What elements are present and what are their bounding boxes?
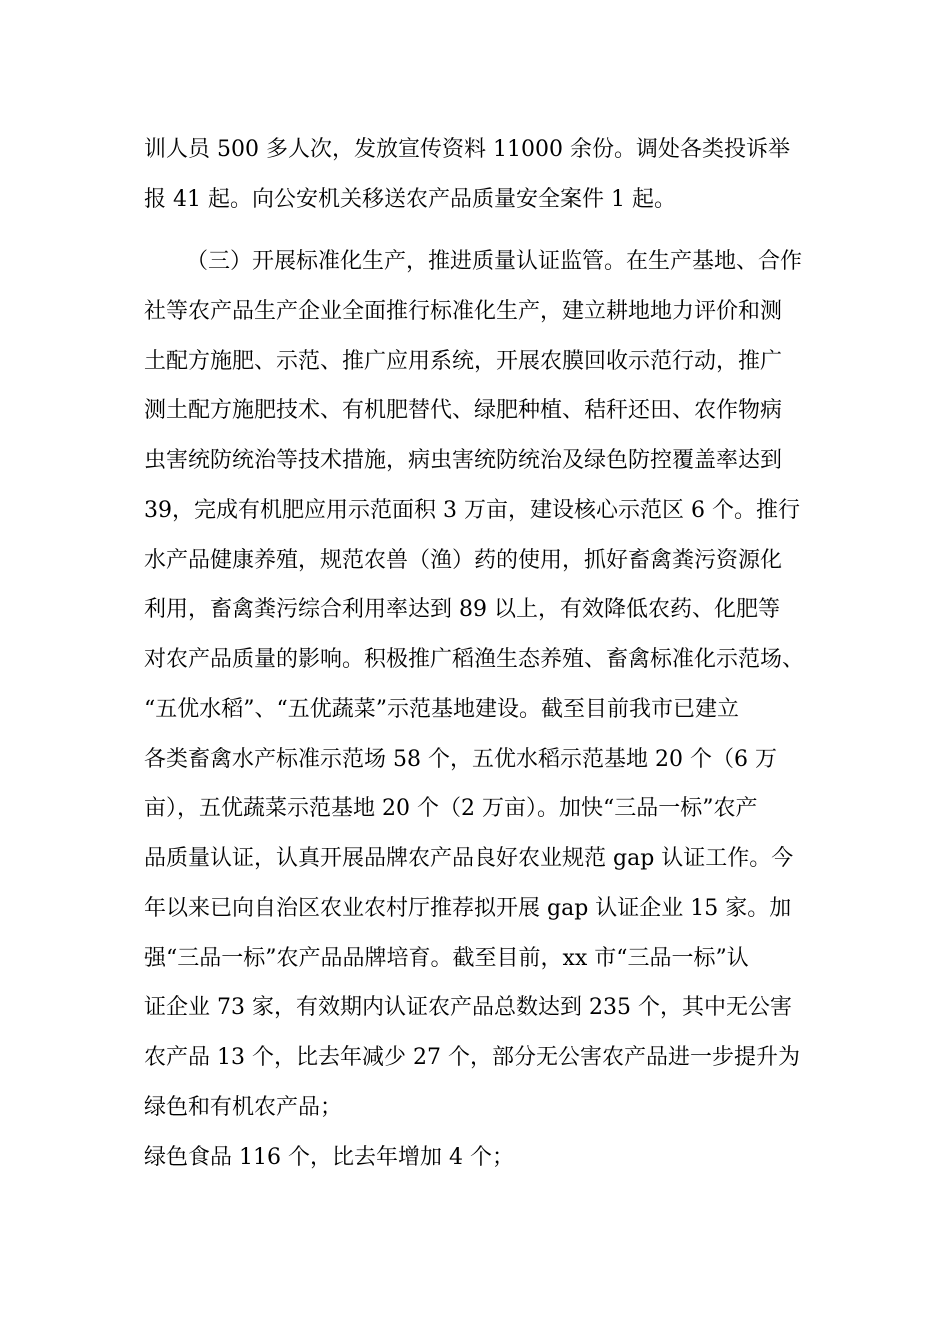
text-line-9: 水产品健康养殖，规范农兽（渔）药的使用，抓好畜禽粪污资源化 [144, 548, 783, 573]
text-line-17: 强“三品一标”农产品品牌培育。截至目前，xx 市“三品一标”认 [144, 946, 749, 971]
text-line-21: 绿色食品 116 个，比去年增加 4 个； [144, 1145, 514, 1170]
text-line-6: 测土配方施肥技术、有机肥替代、绿肥种植、秸秆还田、农作物病 [144, 398, 783, 423]
text-line-18: 证企业 73 家，有效期内认证农产品总数达到 235 个，其中无公害 [144, 995, 792, 1020]
text-line-10: 利用，畜禽粪污综合利用率达到 89 以上，有效降低农药、化肥等 [144, 597, 780, 622]
text-line-13: 各类畜禽水产标准示范场 58 个，五优水稻示范基地 20 个（6 万 [144, 747, 777, 772]
text-line-1: 训人员 500 多人次，发放宣传资料 11000 余份。调处各类投诉举 [144, 137, 790, 162]
text-line-14: 亩），五优蔬菜示范基地 20 个（2 万亩）。加快“三品一标”农产 [144, 796, 758, 821]
section-heading-line: （三）开展标准化生产，推进质量认证监管。在生产基地、合作 [186, 249, 803, 274]
text-line-4: 社等农产品生产企业全面推行标准化生产，建立耕地地力评价和测 [144, 299, 783, 324]
text-line-8: 39，完成有机肥应用示范面积 3 万亩，建设核心示范区 6 个。推行 [144, 498, 800, 523]
text-line-11: 对农产品质量的影响。积极推广稻渔生态养殖、畜禽标准化示范场、 [144, 647, 805, 672]
text-line-5: 土配方施肥、示范、推广应用系统，开展农膜回收示范行动，推广 [144, 349, 783, 374]
text-line-16: 年以来已向自治区农业农村厅推荐拟开展 gap 认证企业 15 家。加 [144, 896, 792, 921]
text-line-15: 品质量认证，认真开展品牌农产品良好农业规范 gap 认证工作。今 [144, 846, 794, 871]
text-line-2: 报 41 起。向公安机关移送农产品质量安全案件 1 起。 [144, 187, 676, 212]
text-line-19: 农产品 13 个，比去年减少 27 个，部分无公害农产品进一步提升为 [144, 1045, 800, 1070]
text-line-12: “五优水稻”、“五优蔬菜”示范基地建设。截至目前我市已建立 [144, 697, 739, 722]
text-line-20: 绿色和有机农产品； [144, 1095, 343, 1120]
text-line-7: 虫害统防统治等技术措施，病虫害统防统治及绿色防控覆盖率达到 [144, 448, 783, 473]
